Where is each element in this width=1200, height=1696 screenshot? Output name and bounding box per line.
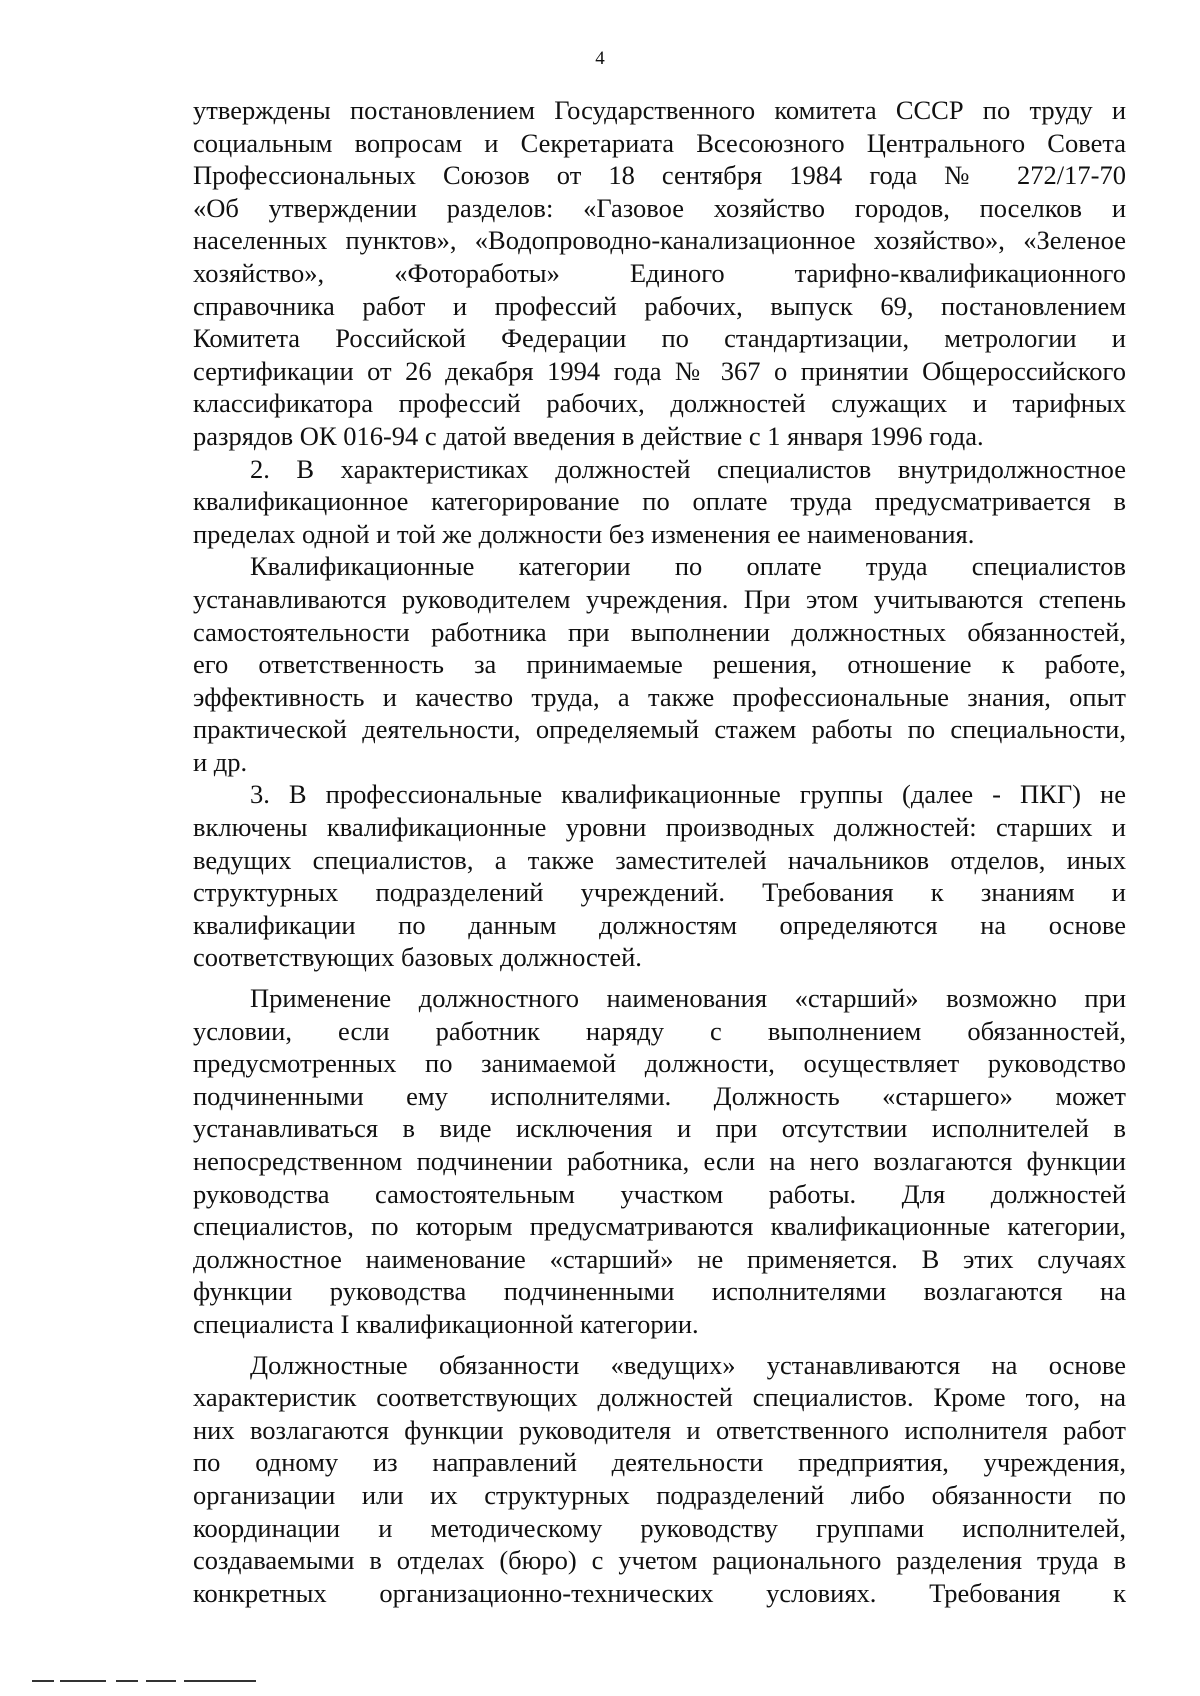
text-line: организации или их структурных подразделений либо обязанности по bbox=[193, 1479, 1126, 1510]
text-line: утверждены постановлением Государственного комитета СССР по труду и bbox=[193, 95, 1126, 125]
text-line: и др. bbox=[193, 746, 248, 777]
text-line: устанавливаться в виде исключения и при отсутствии исполнителей в bbox=[193, 1113, 1126, 1144]
text-line: по одному из направлений деятельности предприятия, учреждения, bbox=[193, 1447, 1126, 1478]
text-line: Применение должностного наименования «старший» возможно при bbox=[250, 983, 1126, 1014]
text-line: сертификации от 26 декабря 1994 года № 367 о принятии Общероссийского bbox=[193, 355, 1126, 386]
text-line: предусмотренных по занимаемой должности, осуществляет руководство bbox=[193, 1048, 1126, 1079]
text-line: 2. В характеристиках должностей специалистов внутридолжностное bbox=[250, 453, 1126, 484]
document-body bbox=[193, 94, 1126, 1609]
text-line: специалистов, по которым предусматриваются квалификационные категории, bbox=[193, 1211, 1126, 1242]
text-line: его ответственность за принимаемые решения, отношение к работе, bbox=[193, 649, 1126, 680]
text-line: самостоятельности работника при выполнении должностных обязанностей, bbox=[193, 616, 1126, 647]
text-line: координации и методическому руководству группами исполнителей, bbox=[193, 1512, 1126, 1543]
text-line: Комитета Российской Федерации по стандартизации, метрологии и bbox=[193, 323, 1126, 354]
paragraph-spacer bbox=[193, 1341, 1126, 1349]
text-line: специалиста I квалификационной категории. bbox=[193, 1308, 699, 1339]
text-line: квалификации по данным должностям определяются на основе bbox=[193, 909, 1126, 940]
text-line: них возлагаются функции руководителя и ответственного исполнителя работ bbox=[193, 1414, 1126, 1445]
text-line: подчиненными ему исполнителями. Должность «старшего» может bbox=[193, 1080, 1126, 1111]
text-line: эффективность и качество труда, а также профессиональные знания, опыт bbox=[193, 681, 1126, 712]
text-line: Должностные обязанности «ведущих» устанавливаются на основе bbox=[250, 1349, 1126, 1380]
text-line: включены квалификационные уровни производных должностей: старших и bbox=[193, 812, 1126, 843]
page-number: 4 bbox=[595, 48, 605, 69]
text-line: 3. В профессиональные квалификационные группы (далее - ПКГ) не bbox=[250, 779, 1126, 810]
text-line: справочника работ и профессий рабочих, выпуск 69, постановлением bbox=[193, 290, 1126, 321]
text-line: должностное наименование «старший» не применяется. В этих случаях bbox=[193, 1243, 1126, 1274]
paragraph-spacer bbox=[193, 974, 1126, 982]
scan-artifact-marks bbox=[32, 1680, 272, 1684]
text-line: ведущих специалистов, а также заместителей начальников отделов, иных bbox=[193, 844, 1126, 875]
text-line: создаваемыми в отделах (бюро) с учетом рационального разделения труда в bbox=[193, 1545, 1126, 1576]
text-line: характеристик соответствующих должностей специалистов. Кроме того, на bbox=[193, 1382, 1126, 1413]
text-line: «Об утверждении разделов: «Газовое хозяйство городов, поселков и bbox=[193, 192, 1126, 223]
text-line: руководства самостоятельным участком работы. Для должностей bbox=[193, 1178, 1126, 1209]
text-line: населенных пунктов», «Водопроводно-канализационное хозяйство», «Зеленое bbox=[193, 225, 1126, 256]
text-line: Квалификационные категории по оплате труда специалистов bbox=[250, 551, 1126, 582]
text-line: классификатора профессий рабочих, должностей служащих и тарифных bbox=[193, 388, 1126, 419]
text-line: устанавливаются руководителем учреждения. При этом учитываются степень bbox=[193, 583, 1126, 614]
text-line: квалификационное категорирование по оплате труда предусматривается в bbox=[193, 486, 1126, 517]
text-line: условии, если работник наряду с выполнением обязанностей, bbox=[193, 1015, 1126, 1046]
text-line: социальным вопросам и Секретариата Всесоюзного Центрального Совета bbox=[193, 127, 1126, 158]
text-line: структурных подразделений учреждений. Требования к знаниям и bbox=[193, 877, 1126, 908]
text-line: соответствующих базовых должностей. bbox=[193, 942, 642, 973]
text-line: разрядов ОК 016-94 с датой введения в действие с 1 января 1996 года. bbox=[193, 420, 984, 451]
text-line: Профессиональных Союзов от 18 сентября 1984 года № 272/17-70 bbox=[193, 160, 1126, 191]
text-line: непосредственном подчинении работника, если на него возлагаются функции bbox=[193, 1146, 1126, 1176]
text-line: функции руководства подчиненными исполнителями возлагаются на bbox=[193, 1276, 1126, 1307]
text-line: практической деятельности, определяемый стажем работы по специальности, bbox=[193, 714, 1126, 745]
text-line: конкретных организационно-технических условиях. Требования к bbox=[193, 1577, 1126, 1608]
text-line: хозяйство», «Фотоработы» Единого тарифно-квалификационного bbox=[193, 257, 1126, 288]
text-line: пределах одной и той же должности без изменения ее наименования. bbox=[193, 518, 975, 549]
